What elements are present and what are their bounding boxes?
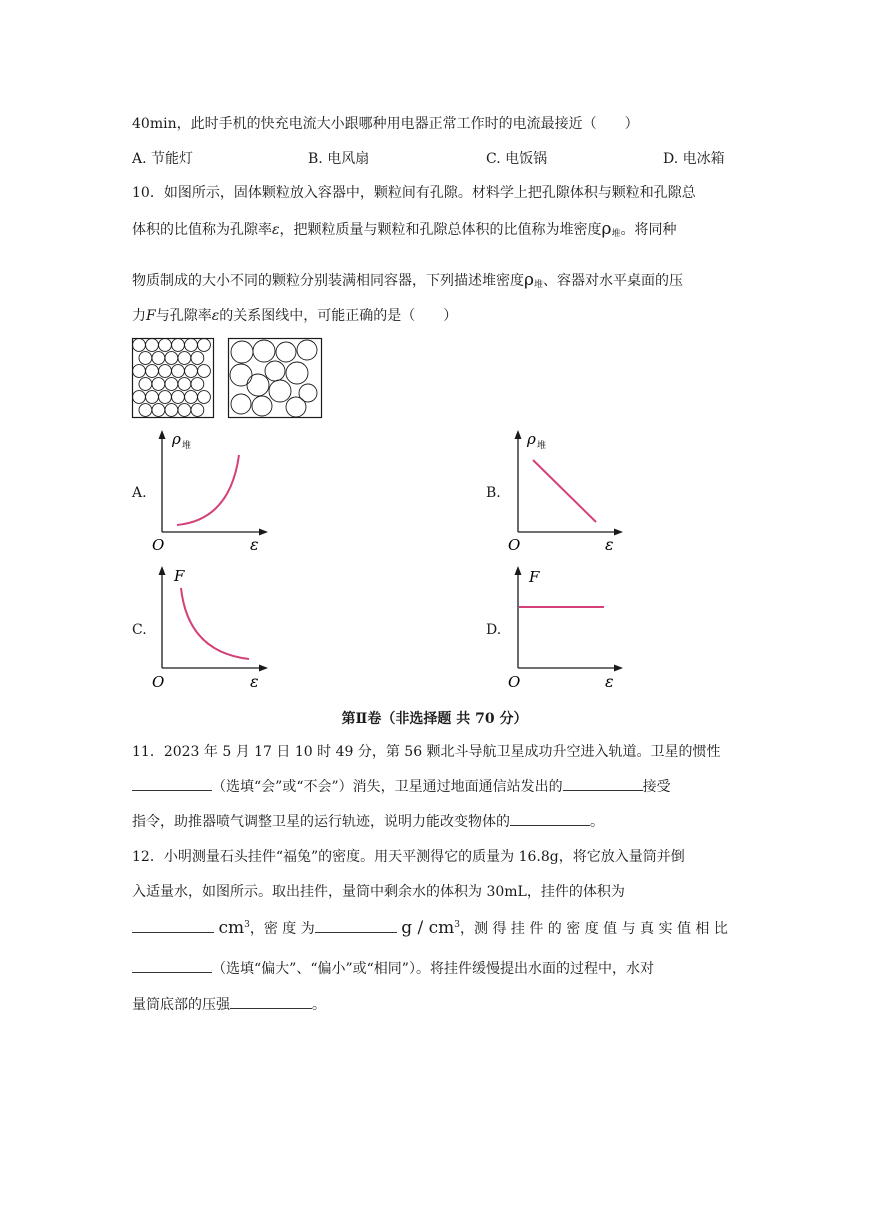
q10-line-3: 物质制成的大小不同的颗粒分别装满相同容器，下列描述堆密度$\rho_堆$、容器对水平桌面的压 <box>132 270 684 290</box>
q10-choice-a-label: A. <box>132 485 147 501</box>
q12-line-5: 量筒底部的压强 。 <box>132 994 326 1014</box>
graph-a-xlabel: ε <box>250 535 259 554</box>
graph-a-origin: O <box>152 536 165 554</box>
q9-option-b: B. 电风扇 <box>308 151 370 167</box>
graph-c-xlabel: ε <box>250 672 259 691</box>
q12-line-2: 入适量水，如图所示。取出挂件，量筒中剩余水的体积为 30mL，挂件的体积为 <box>132 884 625 900</box>
q12-blank-1[interactable] <box>132 918 214 933</box>
q9-text: 40min，此时手机的快充电流大小跟哪种用电器正常工作时的电流最接近（ ） <box>132 116 639 132</box>
graph-b <box>505 430 625 555</box>
graph-a-ylabel: ρ <box>172 430 181 448</box>
q10-choice-b-label: B. <box>486 485 501 501</box>
q11-line-3: 指令，助推器喷气调整卫星的运行轨迹，说明力能改变物体的 。 <box>132 811 604 831</box>
graph-b-origin: O <box>508 536 521 554</box>
q12-line-4: （选填“偏大”、“偏小”或“相同”）。将挂件缓慢提出水面的过程中，水对 <box>132 958 654 978</box>
section-title: 第Ⅱ卷（非选择题 共 70 分） <box>341 711 528 727</box>
graph-c-ylabel: F <box>174 567 185 585</box>
q11-line-1: 11．2023 年 5 月 17 日 10 时 49 分，第 56 颗北斗导航卫星成功升空进入轨道。卫星的惯性 <box>132 744 721 760</box>
q10-choice-c-label: C. <box>132 622 147 638</box>
q9-option-c: C. 电饭锅 <box>486 151 548 167</box>
q9-option-a: A. 节能灯 <box>132 151 194 167</box>
q12-line-3: $cm^3$，密 度 为 g / $cm^3$，测 得 挂 件 的 密 度 值 与 真 实 值 相 比 <box>132 918 728 938</box>
graph-a-ysub: 堆 <box>182 441 192 451</box>
large-particles-container <box>228 338 322 418</box>
q10-choice-d-label: D. <box>486 622 502 638</box>
q11-line-2: （选填“会”或“不会”）消失，卫星通过地面通信站发出的 接受 <box>132 776 671 796</box>
graph-a <box>150 430 270 555</box>
q11-blank-2[interactable] <box>563 776 643 791</box>
q11-blank-3[interactable] <box>510 811 590 826</box>
graph-d-ylabel: F <box>529 568 540 586</box>
q10-line-4: 力F与孔隙率ε的关系图线中，可能正确的是（ ） <box>132 308 458 324</box>
graph-b-xlabel: ε <box>605 535 614 554</box>
graph-d <box>505 566 625 691</box>
q12-blank-4[interactable] <box>230 994 312 1009</box>
graph-d-xlabel: ε <box>605 672 614 691</box>
q12-blank-2[interactable] <box>315 918 397 933</box>
q12-line-1: 12．小明测量石头挂件“福兔”的密度。用天平测得它的质量为 16.8g，将它放入量筒并倒 <box>132 849 685 865</box>
q10-line-1: 10．如图所示，固体颗粒放入容器中，颗粒间有孔隙。材料学上把孔隙体积与颗粒和孔隙总 <box>132 185 696 201</box>
q12-blank-3[interactable] <box>132 958 212 973</box>
graph-b-ysub: 堆 <box>537 441 547 451</box>
q9-option-d: D. 电冰箱 <box>663 151 725 167</box>
q11-blank-1[interactable] <box>132 776 212 791</box>
q10-line-2: 体积的比值称为孔隙率ε，把颗粒质量与颗粒和孔隙总体积的比值称为堆密度$\rho_堆$。将同种 <box>132 219 677 239</box>
graph-c-origin: O <box>152 673 165 691</box>
small-particles-container <box>132 338 214 418</box>
graph-b-ylabel: ρ <box>527 430 536 448</box>
graph-c <box>150 566 270 691</box>
graph-d-origin: O <box>508 673 521 691</box>
